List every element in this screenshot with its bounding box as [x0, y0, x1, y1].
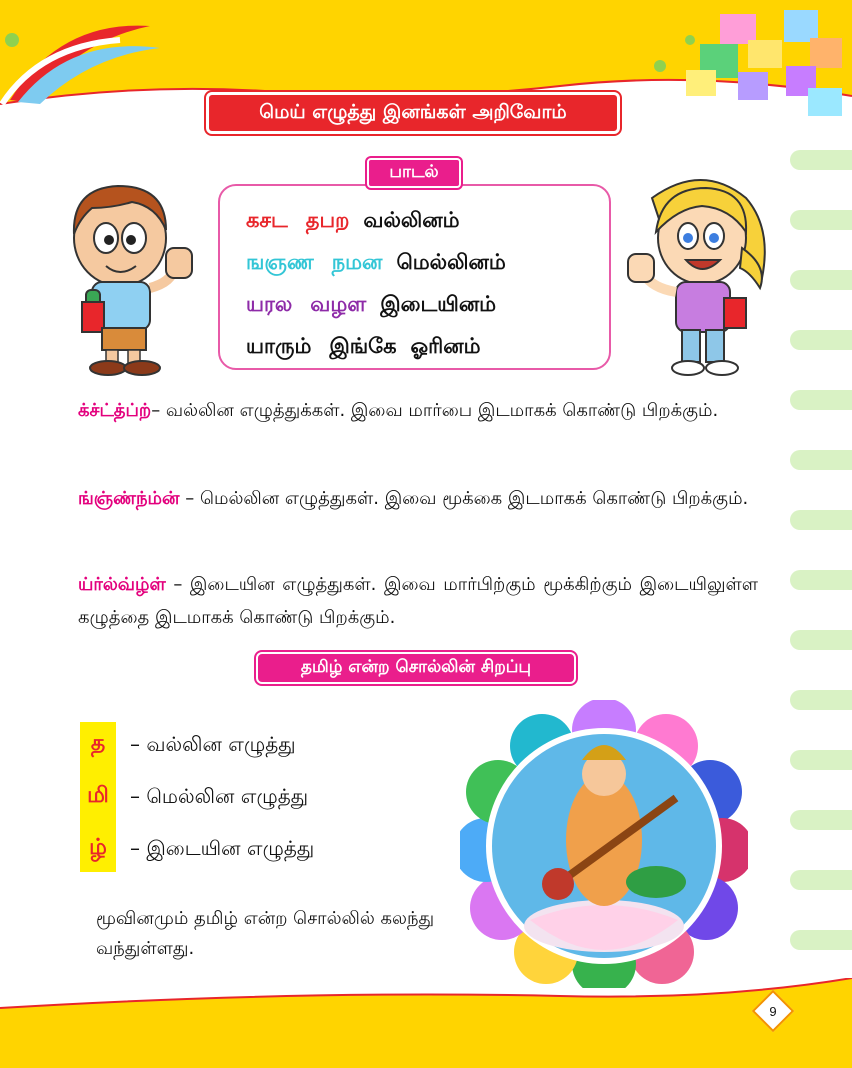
letter-row [80, 772, 308, 822]
letter-description: – இடையின எழுத்து [130, 835, 315, 860]
girl-thumbs-up-illustration [622, 168, 772, 380]
paragraph-text: – மெல்லின எழுத்துகள். இவை மூக்கை இடமாகக் கொண்டு பிறக்கும். [179, 488, 749, 509]
poem-line [246, 326, 609, 368]
poem-line-part: வழள [310, 291, 367, 316]
letter-description: – மெல்லின எழுத்து [130, 783, 309, 808]
paragraph-text: – வல்லின எழுத்துக்கள். இவை மார்பை இடமாகக் கொண்டு பிறக்கும். [151, 400, 719, 421]
letter-description: – வல்லின எழுத்து [130, 731, 296, 756]
paragraph-letters: ங்ஞ்ண்ந்ம்ன் [78, 488, 180, 509]
poem-line-part: தபற [305, 207, 350, 232]
letter-row [80, 720, 296, 770]
paragraph-mellinam [78, 482, 758, 515]
poem-line-part: வல்லினம் [363, 207, 460, 232]
poem-tag: பாடல் [367, 158, 461, 188]
footer-decoration [0, 978, 852, 1068]
paragraph-text: – இடையின எழுத்துகள். இவை மார்பிற்கும் மூக்கிற்கும் இடையிலுள்ள கழுத்தை இடமாகக் கொண்டு பிறக்கும். [78, 574, 758, 628]
saraswati-medallion-illustration [460, 700, 748, 988]
poem-line-part: யரல [246, 291, 293, 316]
poem-line-part: மெல்லினம் [396, 249, 506, 274]
poem-line-part: ஙஞண [246, 249, 314, 274]
paragraph-letters: க்ச்ட்த்ப்ற் [78, 400, 152, 421]
poem-line-part: இங்கே [329, 333, 397, 358]
page-number: 9 [769, 1003, 777, 1019]
poem-line-part: ஓரினம் [410, 333, 481, 358]
boy-thumbs-up-illustration [62, 178, 210, 378]
paragraph-idaiyinam [78, 568, 758, 634]
poem-line-part: இடையினம் [380, 291, 497, 316]
page-title: மெய் எழுத்து இனங்கள் அறிவோம் [206, 92, 620, 134]
section-heading: தமிழ் என்ற சொல்லின் சிறப்பு [256, 652, 576, 684]
tamil-letter: த [90, 731, 106, 756]
letter-row [80, 824, 314, 874]
paragraph-letters: ய்ர்ல்வ்ழ்ள் [78, 574, 166, 595]
paragraph-vallinam [78, 394, 758, 427]
tamil-letter: மி [87, 783, 109, 808]
side-stripes-decoration [790, 150, 852, 990]
poem-box [218, 184, 611, 370]
poem-line [246, 284, 609, 326]
poem-line [246, 242, 609, 284]
summary-text: மூவினமும் தமிழ் என்ற சொல்லில் கலந்து வந்துள்ளது. [96, 908, 435, 959]
poem-line-part: நமன [331, 249, 383, 274]
poem-line-part: யாரும் [246, 333, 312, 358]
tamil-letter: ழ் [89, 835, 107, 860]
poem-line-part: கசட [246, 207, 288, 232]
poem-line [246, 200, 609, 242]
